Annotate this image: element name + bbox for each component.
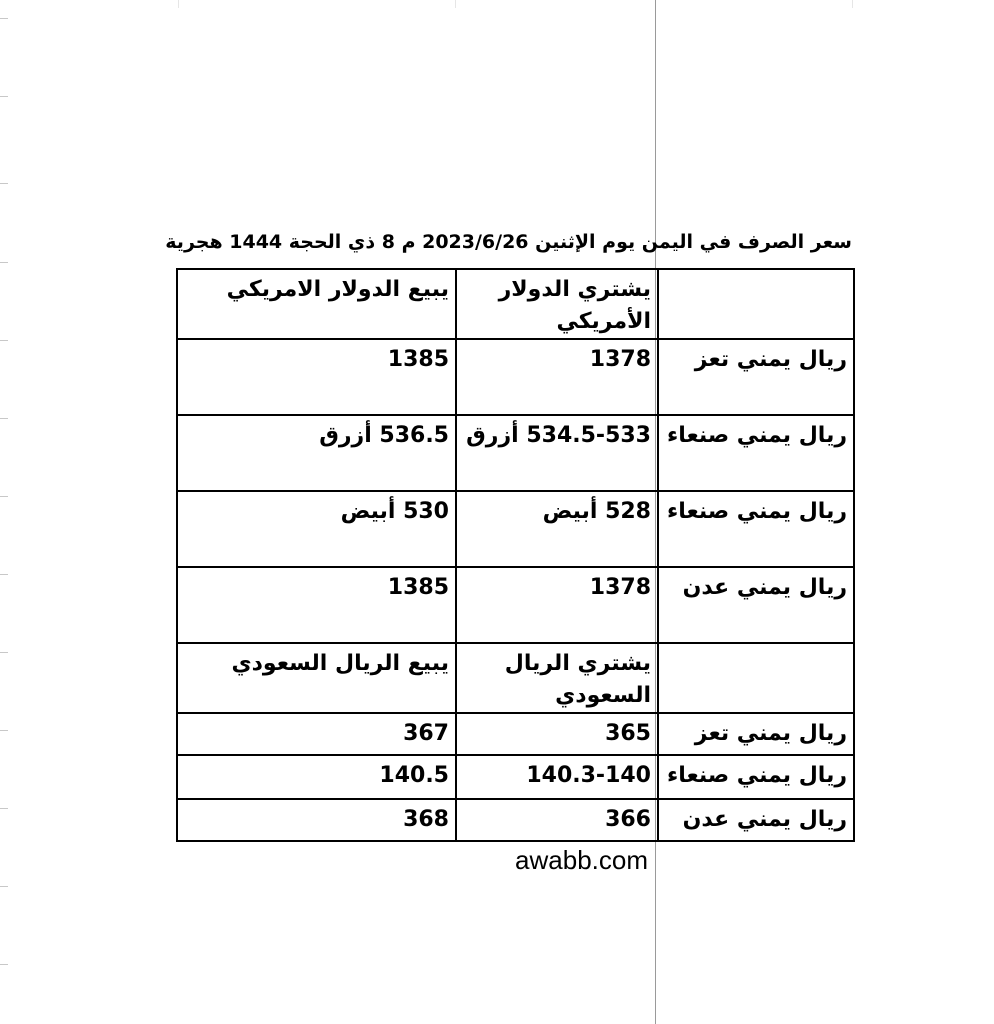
row-label: ريال يمني صنعاء xyxy=(658,755,854,799)
sell-value: 1385 xyxy=(177,339,456,415)
column-guide-line xyxy=(178,0,179,8)
table-header-row xyxy=(177,269,854,339)
margin-tick xyxy=(0,96,8,97)
row-label: ريال يمني تعز xyxy=(658,339,854,415)
table-header-row xyxy=(177,643,854,713)
margin-tick xyxy=(0,183,8,184)
buy-value: 366 xyxy=(456,799,658,841)
exchange-rate-table xyxy=(176,268,855,842)
buy-value: 534.5-533 أزرق xyxy=(456,415,658,491)
row-label: ريال يمني عدن xyxy=(658,567,854,643)
sell-value: 368 xyxy=(177,799,456,841)
column-guide-line xyxy=(852,0,853,8)
header-sell-usd: يبيع الدولار الامريكي xyxy=(177,269,456,339)
header-sell-sar: يبيع الريال السعودي xyxy=(177,643,456,713)
column-guide-line xyxy=(455,0,456,8)
header-label-cell xyxy=(658,269,854,339)
sell-value: 367 xyxy=(177,713,456,755)
sell-value: 140.5 xyxy=(177,755,456,799)
margin-tick xyxy=(0,574,8,575)
page-title: سعر الصرف في اليمن يوم الإثنين 2023/6/26 م 8 ذي الحجة 1444 هجرية xyxy=(165,231,852,253)
table-row xyxy=(177,713,854,755)
header-buy-sar: يشتري الريال السعودي xyxy=(456,643,658,713)
margin-tick xyxy=(0,964,8,965)
buy-value: 365 xyxy=(456,713,658,755)
buy-value: 140.3-140 xyxy=(456,755,658,799)
margin-tick xyxy=(0,808,8,809)
row-label: ريال يمني عدن xyxy=(658,799,854,841)
sell-value: 530 أبيض xyxy=(177,491,456,567)
website-footer: awabb.com xyxy=(515,845,648,875)
margin-tick xyxy=(0,18,8,19)
buy-value: 528 أبيض xyxy=(456,491,658,567)
margin-tick xyxy=(0,418,8,419)
table-row xyxy=(177,415,854,491)
margin-tick xyxy=(0,730,8,731)
margin-tick xyxy=(0,652,8,653)
table-row xyxy=(177,799,854,841)
margin-tick xyxy=(0,886,8,887)
sell-value: 1385 xyxy=(177,567,456,643)
table-row xyxy=(177,339,854,415)
row-label: ريال يمني تعز xyxy=(658,713,854,755)
header-label-cell xyxy=(658,643,854,713)
table-row xyxy=(177,491,854,567)
margin-tick xyxy=(0,262,8,263)
margin-tick xyxy=(0,496,8,497)
row-label: ريال يمني صنعاء xyxy=(658,491,854,567)
buy-value: 1378 xyxy=(456,339,658,415)
table-row xyxy=(177,567,854,643)
table-row xyxy=(177,755,854,799)
margin-tick xyxy=(0,340,8,341)
header-buy-usd: يشتري الدولار الأمريكي xyxy=(456,269,658,339)
buy-value: 1378 xyxy=(456,567,658,643)
row-label: ريال يمني صنعاء xyxy=(658,415,854,491)
sell-value: 536.5 أزرق xyxy=(177,415,456,491)
